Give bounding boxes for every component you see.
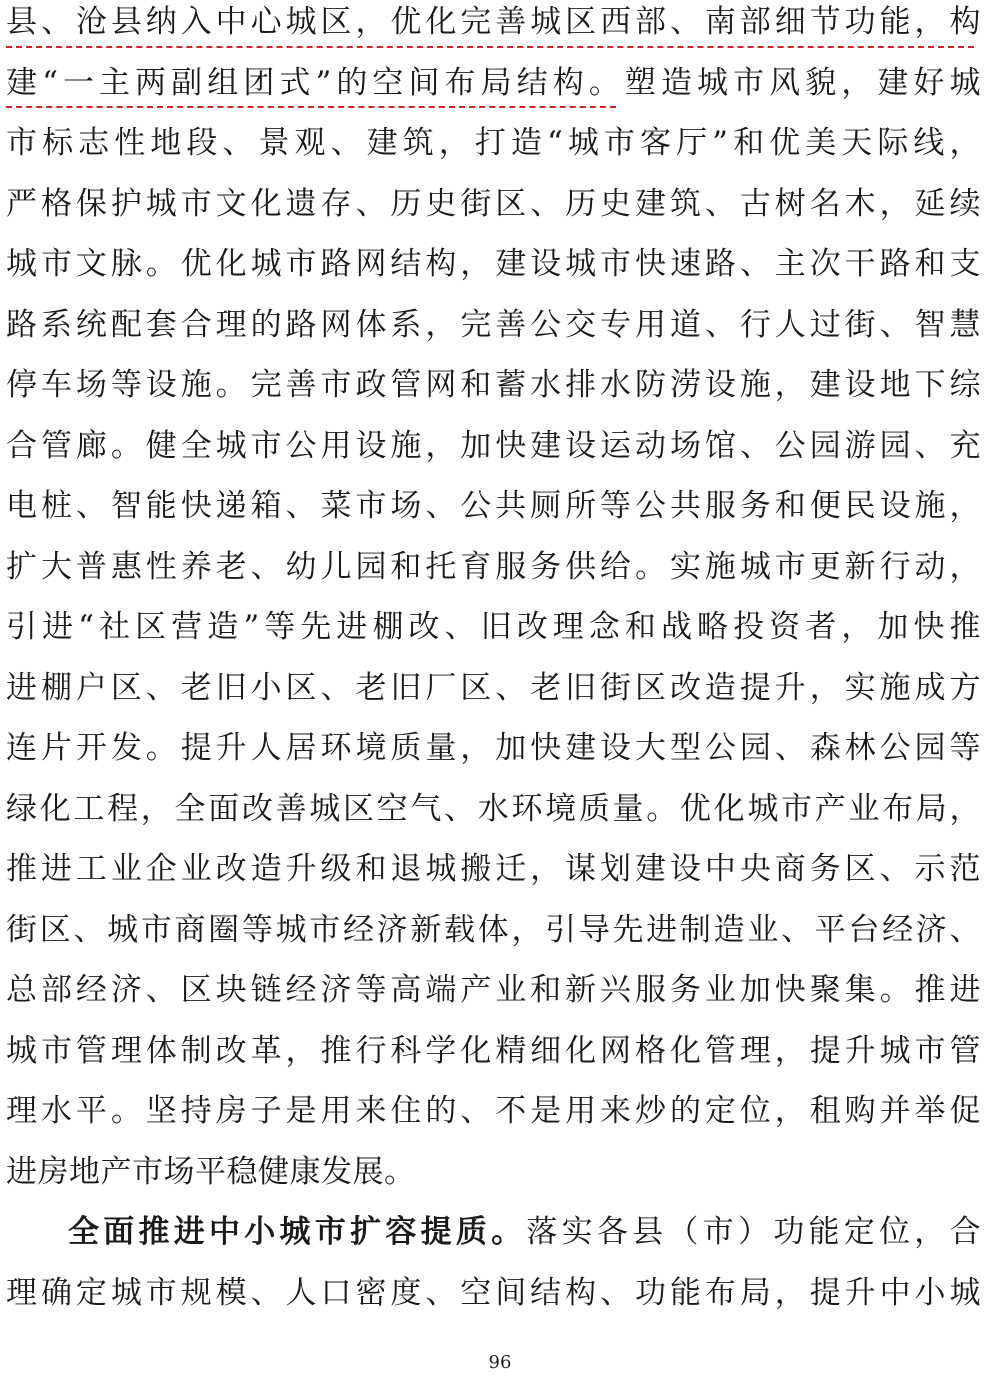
text-line: 理确定城市规模、人口密度、空间结构、功能布局，提升中小城 [6,1274,981,1311]
text-line: 扩大普惠性养老、幼儿园和托育服务供给。实施城市更新行动， [6,548,981,585]
text-line: 城市管理体制改革，推行科学化精细化网格化管理，提升城市管 [6,1032,981,1069]
text-line: 严格保护城市文化遗存、历史街区、历史建筑、古树名木，延续 [6,185,981,222]
text-line: 县、沧县纳入中心城区，优化完善城区西部、南部细节功能，构 [6,4,981,40]
text-line: 理水平。坚持房子是用来住的、不是用来炒的定位，租购并举促 [6,1093,981,1129]
text-line: 进房地产市场平稳健康发展。 [6,1153,416,1190]
text-line: 引进“社区营造”等先进棚改、旧改理念和战略投资者，加快推 [6,609,981,645]
red-dashed-underline [6,106,616,108]
text-line: 绿化工程，全面改善城区空气、水环境质量。优化城市产业布局， [6,790,981,827]
text-line: 市标志性地段、景观、建筑，打造“城市客厅”和优美天际线， [6,125,981,161]
text-run: 落实各县（市）功能定位，合 [526,1214,982,1250]
text-line: 进棚户区、老旧小区、老旧厂区、老旧街区改造提升，实施成方 [6,669,981,706]
text-line: 街区、城市商圈等城市经济新载体，引导先进制造业、平台经济、 [6,911,981,948]
paragraph-heading-line [6,1210,981,1271]
text-line: 建“一主两副组团式”的空间布局结构。塑造城市风貌，建好城 [6,64,981,101]
red-dashed-underline [6,46,974,48]
paragraph-heading: 全面推进中小城市扩容提质。 [68,1214,527,1250]
text-line: 城市文脉。优化城市路网结构，建设城市快速路、主次干路和支 [6,246,981,282]
text-line: 合管廊。健全城市公用设施，加快建设运动场馆、公园游园、充 [6,427,981,464]
document-page [6,0,981,1331]
text-line: 总部经济、区块链经济等高端产业和新兴服务业加快聚集。推进 [6,972,981,1008]
page-number: 96 [488,1352,512,1373]
text-line: 连片开发。提升人居环境质量，加快建设大型公园、森林公园等 [6,730,981,766]
text-line: 停车场等设施。完善市政管网和蓄水排水防涝设施，建设地下综 [6,367,981,403]
text-line: 电桩、智能快递箱、菜市场、公共厕所等公共服务和便民设施， [6,488,981,524]
text-line: 推进工业企业改造升级和退城搬迁，谋划建设中央商务区、示范 [6,851,981,887]
text-line: 路系统配套合理的路网体系，完善公交专用道、行人过街、智慧 [6,306,981,343]
